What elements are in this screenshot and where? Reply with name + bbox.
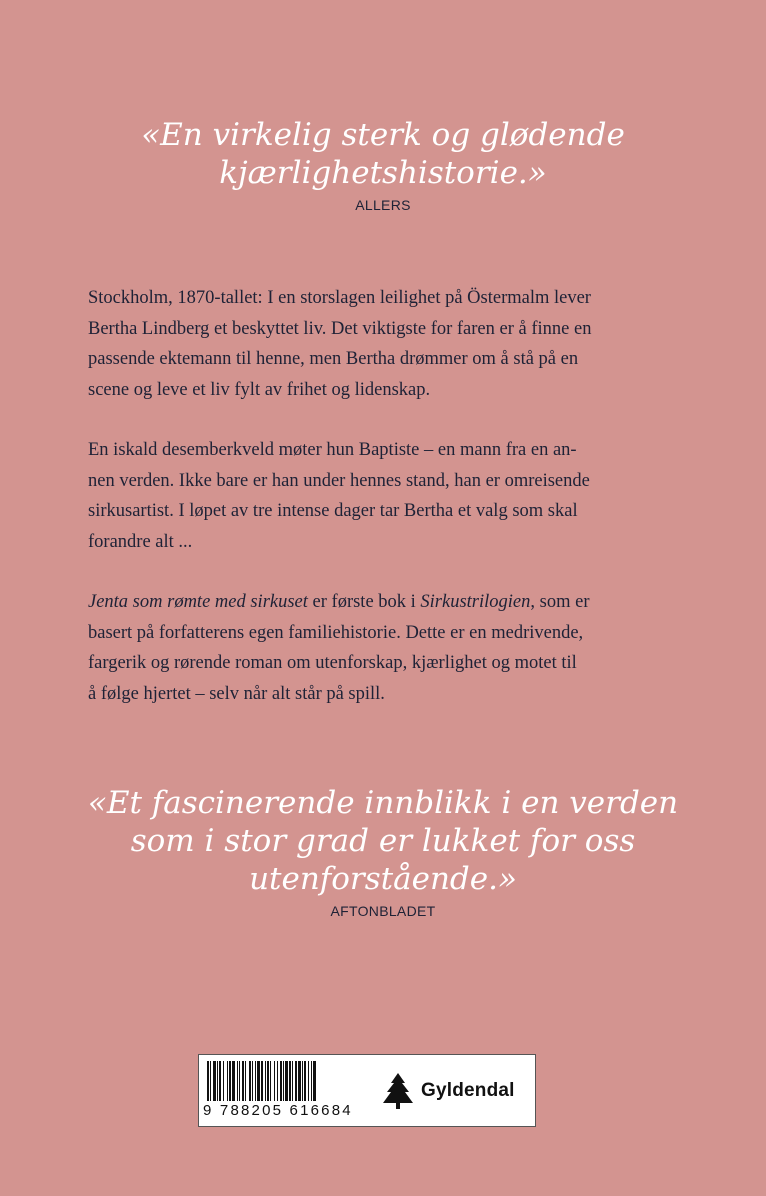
book-title: Jenta som rømte med sirkuset — [88, 592, 308, 612]
barcode-icon — [205, 1061, 373, 1103]
paragraph-2-line-2: nen verden. Ikke bare er han under hennes stand, han er omreisende — [88, 470, 590, 491]
bottom-quote-line-2: som i stor grad er lukket for oss — [130, 823, 636, 859]
top-quote — [0, 116, 766, 214]
top-quote-source: ALLERS — [355, 197, 411, 213]
paragraph-3-line-4: å følge hjertet – selv når alt står på spill. — [88, 683, 385, 704]
paragraph-2-line-4: forandre alt ... — [88, 531, 193, 552]
paragraph-2-line-3: sirkusartist. I løpet av tre intense dager tar Bertha et valg som skal — [88, 501, 578, 521]
paragraph-3-line-3: fargerik og rørende roman om utenforskap, kjærlighet og motet til — [88, 653, 577, 673]
top-quote-line-1: «En virkelig sterk og glødende — [141, 117, 625, 153]
bottom-quote-line-1: «Et fascinerende innblikk i en verden — [87, 785, 679, 821]
bottom-quote-line-3: utenforstående.» — [249, 861, 517, 897]
bottom-quote — [0, 784, 766, 920]
barcode-label — [198, 1054, 536, 1127]
top-quote-line-2: kjærlighetshistorie.» — [219, 155, 547, 191]
paragraph-3-line-2: basert på forfatterens egen familiehistorie. Dette er en medrivende, — [88, 622, 584, 643]
paragraph-1-line-1: Stockholm, 1870-tallet: I en storslagen leilighet på Östermalm lever — [88, 288, 591, 308]
book-description — [88, 283, 688, 739]
description-paragraph-3 — [88, 587, 688, 709]
paragraph-1-line-2: Bertha Lindberg et beskyttet liv. Det viktigste for faren er å finne en — [88, 318, 592, 339]
description-paragraph-2 — [88, 435, 688, 557]
publisher-logo — [381, 1069, 515, 1113]
paragraph-1-line-4: scene og leve et liv fylt av frihet og lidenskap. — [88, 379, 431, 400]
paragraph-3-text-b: , som er — [530, 592, 590, 612]
isbn-number: 9 788205 616684 — [203, 1102, 353, 1119]
paragraph-3-text-a: er første bok i — [307, 592, 421, 612]
publisher-name: Gyldendal — [421, 1080, 515, 1101]
paragraph-3-line-1 — [88, 587, 688, 618]
tree-icon — [381, 1071, 415, 1111]
paragraph-1-line-3: passende ektemann til henne, men Bertha drømmer om å stå på en — [88, 349, 579, 369]
description-paragraph-1 — [88, 283, 688, 405]
paragraph-2-line-1: En iskald desemberkveld møter hun Baptiste – en mann fra en an- — [88, 440, 577, 460]
series-title: Sirkustrilogien — [420, 592, 531, 612]
bottom-quote-source: AFTONBLADET — [330, 903, 436, 919]
